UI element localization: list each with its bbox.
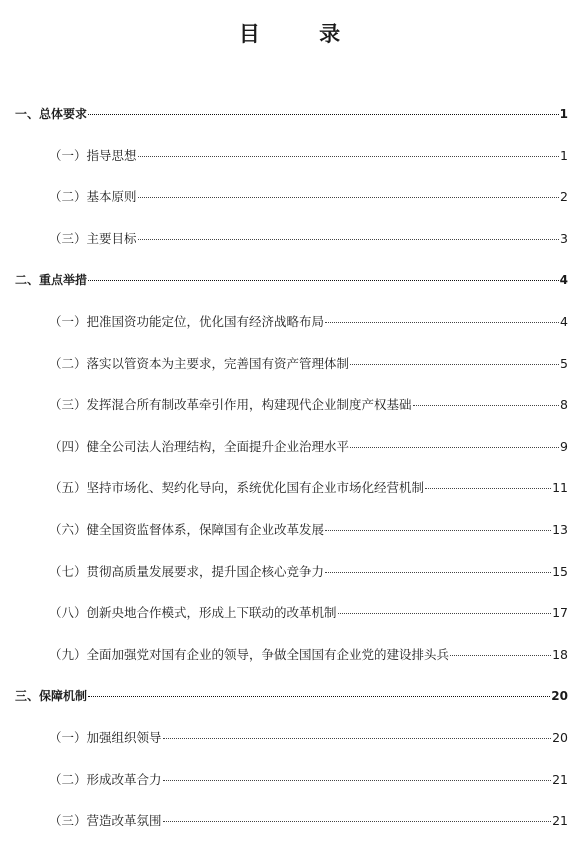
toc-entry-label: 二、重点举措 [15,273,88,288]
toc-dot-leader [338,613,552,614]
toc-entry-page-number: 13 [552,522,568,537]
toc-dot-leader [350,447,559,448]
toc-subsection-entry[interactable] [49,564,568,580]
toc-entry-label: （三）营造改革氛围 [49,813,162,829]
toc-dot-leader [325,322,559,323]
toc-dot-leader [413,405,560,406]
toc-entry-page-number: 18 [552,646,568,662]
toc-subsection-entry[interactable] [49,189,568,205]
toc-dot-leader [163,780,552,781]
toc-dot-leader [138,197,560,198]
toc-dot-leader [450,655,551,656]
toc-dot-leader [88,280,559,281]
toc-subsection-entry[interactable] [49,356,568,372]
toc-entry-label: 三、保障机制 [15,689,88,704]
toc-entry-page-number: 21 [552,813,568,829]
toc-section-entry[interactable] [15,688,568,704]
toc-subsection-entry[interactable] [49,148,568,164]
toc-subsection-entry[interactable] [49,439,568,455]
toc-entry-label: （二）形成改革合力 [49,771,162,787]
toc-subsection-entry[interactable] [49,605,568,621]
toc-entry-page-number: 5 [560,355,568,371]
toc-entry-label: （一）把准国资功能定位，优化国有经济战略布局 [49,314,325,329]
toc-entry-page-number: 1 [559,107,568,121]
toc-entry-label: （二）落实以管资本为主要求，完善国有资产管理体制 [49,355,350,371]
toc-entry-label: （一）加强组织领导 [49,730,162,745]
document-title: 目 录 [238,22,367,46]
toc-entry-label: 一、总体要求 [15,107,88,121]
toc-subsection-entry[interactable] [49,522,568,538]
toc-section-entry[interactable] [15,272,568,288]
toc-dot-leader [163,821,552,822]
toc-entry-page-number: 11 [552,480,568,496]
toc-subsection-entry[interactable] [49,314,568,330]
toc-dot-leader [350,364,559,365]
toc-entry-label: （三）发挥混合所有制改革牵引作用，构建现代企业制度产权基础 [49,397,412,413]
toc-entry-label: （四）健全公司法人治理结构，全面提升企业治理水平 [49,438,350,454]
toc-entry-page-number: 8 [560,397,568,413]
toc-entry-label: （五）坚持市场化、契约化导向，系统优化国有企业市场化经营机制 [49,480,425,496]
toc-section-entry[interactable] [15,106,568,122]
toc-dot-leader [425,488,551,489]
toc-entry-page-number: 20 [552,730,568,745]
toc-subsection-entry[interactable] [49,730,568,746]
toc-subsection-entry[interactable] [49,647,568,663]
toc-entry-page-number: 20 [551,689,568,704]
toc-entry-label: （七）贯彻高质量发展要求，提升国企核心竞争力 [49,563,325,579]
toc-entry-label: （一）指导思想 [49,147,137,163]
toc-entry-page-number: 4 [560,314,568,329]
toc-subsection-entry[interactable] [49,397,568,413]
toc-dot-leader [325,572,551,573]
toc-subsection-entry[interactable] [49,231,568,247]
toc-dot-leader [138,156,560,157]
toc-entry-page-number: 21 [552,771,568,787]
toc-entry-label: （八）创新央地合作模式，形成上下联动的改革机制 [49,605,337,621]
toc-subsection-entry[interactable] [49,480,568,496]
toc-subsection-entry[interactable] [49,772,568,788]
toc-entry-page-number: 15 [552,563,568,579]
toc-entry-page-number: 3 [560,230,568,246]
toc-entry-label: （二）基本原则 [49,189,137,205]
toc-dot-leader [163,738,552,739]
toc-entry-page-number: 17 [552,605,568,621]
toc-entry-label: （三）主要目标 [49,230,137,246]
toc-dot-leader [138,239,560,240]
toc-dot-leader [88,696,550,697]
toc-entry-page-number: 1 [560,147,568,163]
toc-entry-page-number: 9 [560,438,568,454]
toc-entry-page-number: 2 [560,189,568,205]
toc-subsection-entry[interactable] [49,813,568,829]
toc-entry-label: （九）全面加强党对国有企业的领导，争做全国国有企业党的建设排头兵 [49,646,450,662]
toc-dot-leader [325,530,551,531]
toc-entry-page-number: 4 [559,273,568,288]
toc-entry-label: （六）健全国资监督体系，保障国有企业改革发展 [49,522,325,537]
toc-dot-leader [88,114,559,115]
